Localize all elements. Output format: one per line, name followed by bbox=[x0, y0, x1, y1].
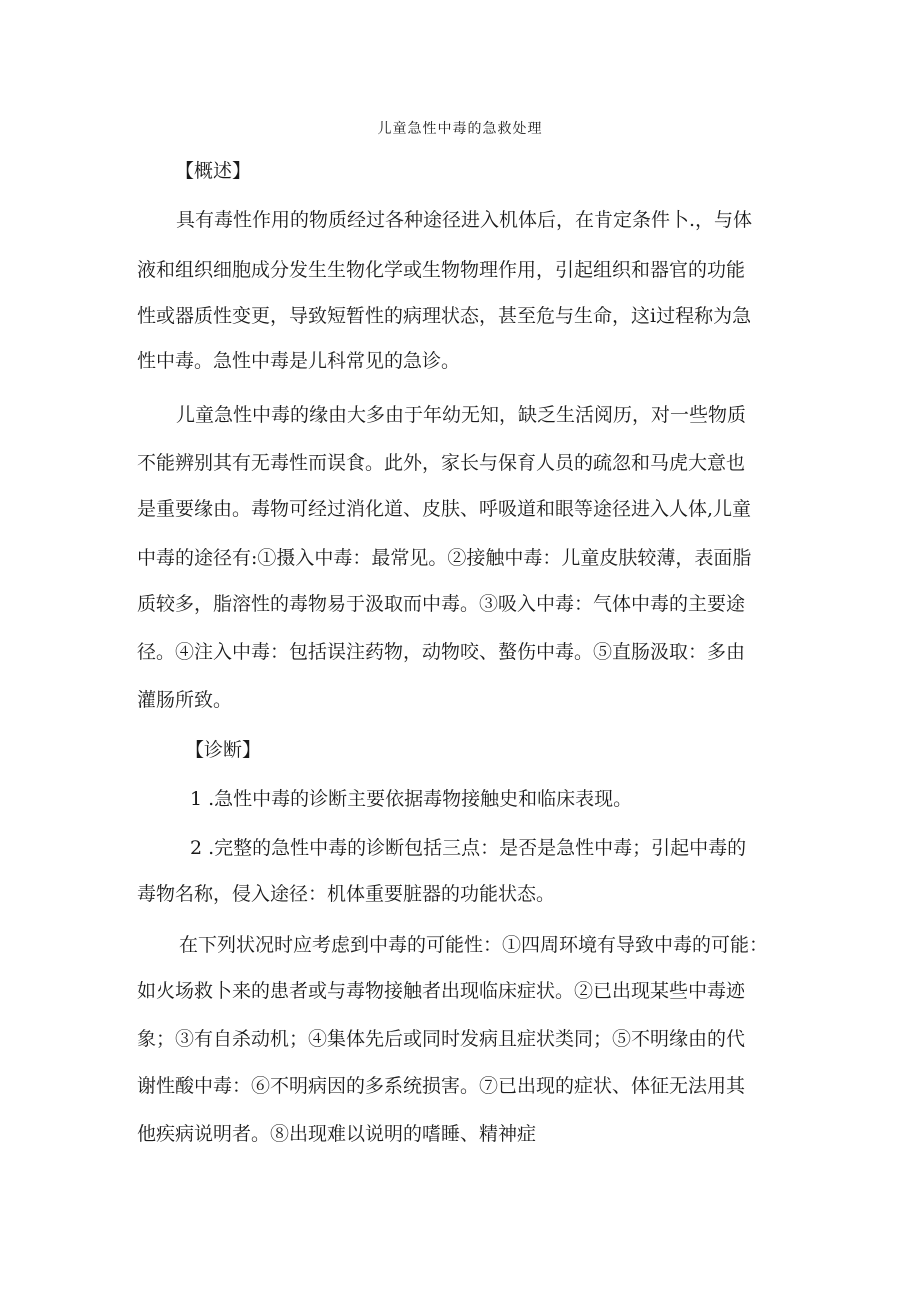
section-heading-overview: 【概述】 bbox=[175, 160, 252, 182]
paragraph-line: 质较多，脂溶性的毒物易于汲取而中毒。③吸入中毒：气体中毒的主要途 bbox=[137, 593, 746, 615]
numbered-item: 2 .完整的急性中毒的诊断包括三点：是否是急性中毒；引起中毒的 bbox=[190, 837, 747, 859]
paragraph-line: 具有毒性作用的物质经过各种途径进入机体后，在肯定条件卜.，与体 bbox=[176, 209, 753, 231]
paragraph-line: 是重要缘由。毒物可经过消化道、皮肤、呼吸道和眼等途径进入人体,儿童 bbox=[137, 498, 752, 520]
paragraph-line: 在下列状况时应考虑到中毒的可能性：①四周环境有导致中毒的可能： bbox=[179, 934, 769, 956]
paragraph-line: 性中毒。急性中毒是儿科常见的急诊。 bbox=[137, 350, 461, 372]
paragraph-line: 象；③有自杀动机；④集体先后或同时发病且症状类同；⑤不明缘由的代 bbox=[137, 1028, 746, 1050]
paragraph-line: 液和组织细胞成分发生生物化学或生物物理作用，引起组织和器官的功能 bbox=[137, 259, 746, 281]
paragraph-line: 谢性酸中毒：⑥不明病因的多系统损害。⑦已出现的症状、体征无法用其 bbox=[137, 1075, 746, 1097]
paragraph-line: 儿童急性中毒的缘由大多由于年幼无知，缺乏生活阅历，对一些物质 bbox=[176, 404, 747, 426]
section-heading-diagnosis: 【诊断】 bbox=[185, 739, 262, 761]
numbered-item: 1 .急性中毒的诊断主要依据毒物接触史和临床表现。 bbox=[190, 788, 633, 810]
paragraph-line: 中毒的途径有:①摄入中毒：最常见。②接触中毒：儿童皮肤较薄，表面脂 bbox=[137, 547, 752, 569]
paragraph-line: 径。④注入中毒：包括误注药物，动物咬、螯伤中毒。⑤直肠汲取：多由 bbox=[137, 641, 746, 663]
paragraph-line: 如火场救卜来的患者或与毒物接触者出现临床症状。②已出现某些中毒迹 bbox=[137, 980, 746, 1002]
paragraph-line: 毒物名称，侵入途径：机体重要脏器的功能状态。 bbox=[137, 883, 556, 905]
paragraph-line: 灌肠所致。 bbox=[137, 689, 233, 711]
document-title: 儿童急性中毒的急救处理 bbox=[377, 121, 543, 137]
paragraph-line: 不能辨别其有无毒性而误食。此外，家长与保育人员的疏忽和马虎大意也 bbox=[137, 452, 746, 474]
paragraph-line: 他疾病说明者。⑧出现难以说明的嗜睡、精神症 bbox=[137, 1123, 537, 1145]
paragraph-line: 性或器质性变更，导致短暂性的病理状态，甚至危与生命，这i过程称为急 bbox=[137, 305, 752, 327]
